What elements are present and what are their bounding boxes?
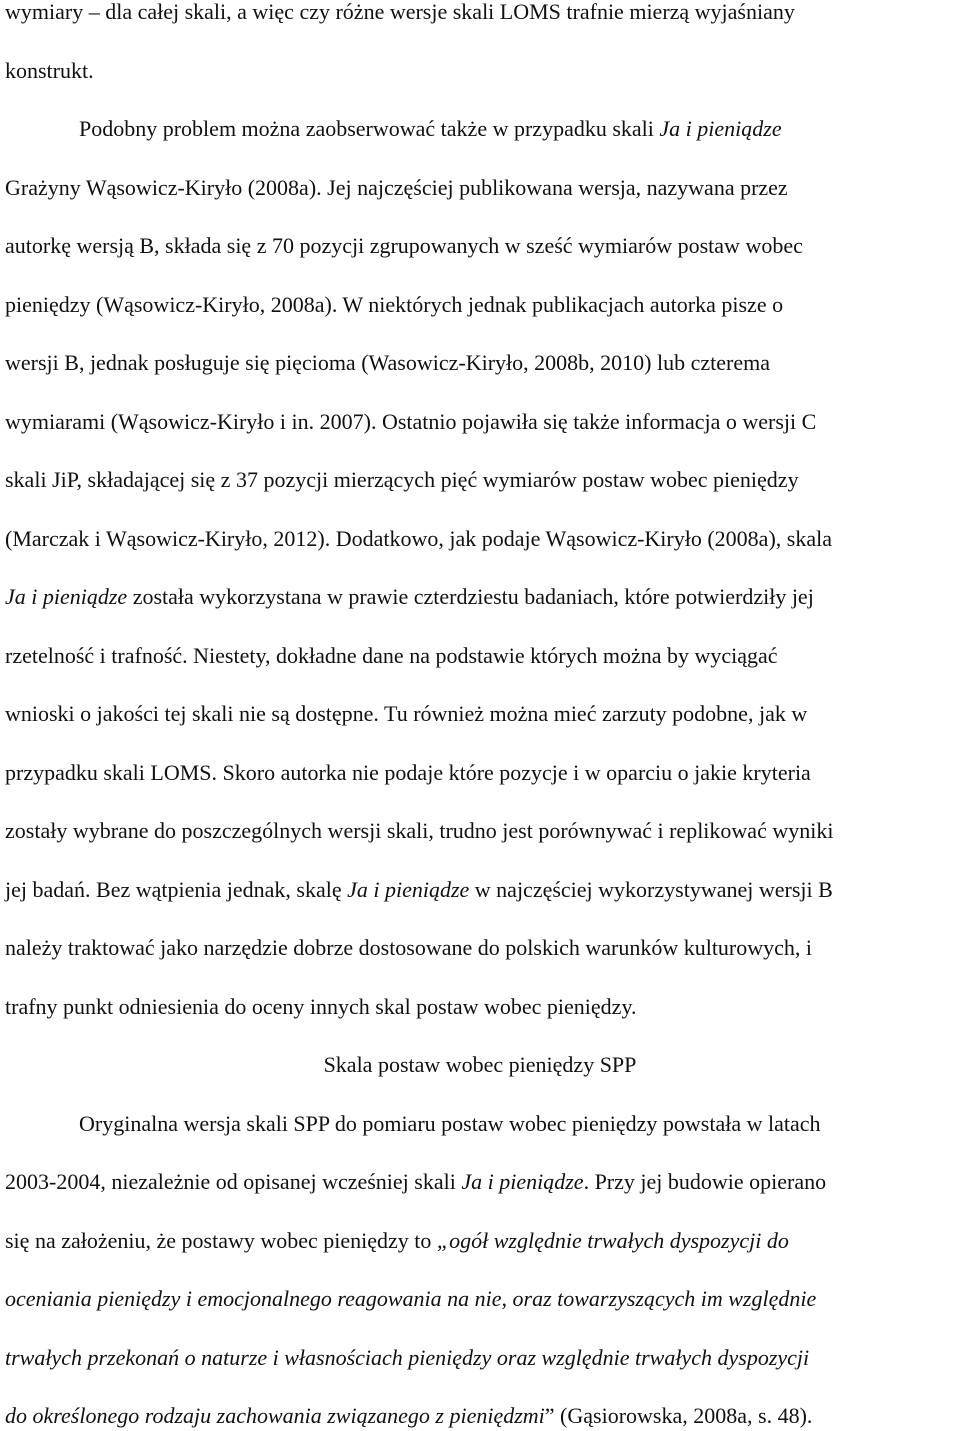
paragraph-line: wymiary – dla całej skali, a więc czy różne wersje skali LOMS trafnie mierzą wyjaśniany bbox=[5, 0, 795, 24]
paragraph-line bbox=[5, 582, 814, 612]
text-run: ” (Gąsiorowska, 2008a, s. 48). bbox=[544, 1403, 813, 1428]
paragraph-line: wymiarami (Wąsowicz-Kiryło i in. 2007). Ostatnio pojawiła się także informacja o wersji C bbox=[5, 409, 817, 434]
paragraph-line bbox=[5, 1401, 812, 1431]
italic-quote: trwałych przekonań o naturze i własnościach pieniędzy oraz względnie trwałych dyspozycji bbox=[5, 1345, 810, 1370]
text-run: Podobny problem można zaobserwować także w przypadku skali bbox=[79, 116, 660, 141]
text-run: się na założeniu, że postawy wobec pieniędzy to bbox=[5, 1228, 437, 1253]
italic-quote: oceniania pieniędzy i emocjonalnego reagowania na nie, oraz towarzyszących im względnie bbox=[5, 1286, 817, 1311]
paragraph-line: autorkę wersją B, składa się z 70 pozycji zgrupowanych w sześć wymiarów postaw wobec bbox=[5, 233, 803, 258]
italic-quote: „ogół względnie trwałych dyspozycji do bbox=[436, 1228, 789, 1253]
paragraph-line: rzetelność i trafność. Niestety, dokładne dane na podstawie których można by wyciągać bbox=[5, 643, 778, 668]
paragraph-line: Grażyny Wąsowicz-Kiryło (2008a). Jej najczęściej publikowana wersja, nazywana przez bbox=[5, 175, 788, 200]
paragraph-line: konstrukt. bbox=[5, 58, 94, 83]
italic-quote: do określonego rodzaju zachowania związanego z pieniędzmi bbox=[5, 1403, 545, 1428]
paragraph-line bbox=[5, 1167, 826, 1197]
text-run: została wykorzystana w prawie czterdziestu badaniach, które potwierdziły jej bbox=[127, 584, 814, 609]
paragraph-line: należy traktować jako narzędzie dobrze dostosowane do polskich warunków kulturowych, i bbox=[5, 935, 813, 960]
paragraph-line bbox=[79, 114, 782, 144]
section-heading: Skala postaw wobec pieniędzy SPP bbox=[323, 1052, 637, 1077]
paragraph-line: pieniędzy (Wąsowicz-Kiryło, 2008a). W niektórych jednak publikacjach autorka pisze o bbox=[5, 292, 784, 317]
paragraph-line bbox=[5, 1284, 816, 1314]
paragraph-line bbox=[5, 1226, 789, 1256]
italic-title: Ja i pieniądze bbox=[461, 1169, 584, 1194]
italic-title: Ja i pieniądze bbox=[659, 116, 782, 141]
paragraph-line: trafny punkt odniesienia do oceny innych skal postaw wobec pieniędzy. bbox=[5, 994, 637, 1019]
paragraph-line: wnioski o jakości tej skali nie są dostępne. Tu również można mieć zarzuty podobne, jak w bbox=[5, 701, 808, 726]
paragraph-line: (Marczak i Wąsowicz-Kiryło, 2012). Dodatkowo, jak podaje Wąsowicz-Kiryło (2008a), skala bbox=[5, 526, 832, 551]
text-run: w najczęściej wykorzystywanej wersji B bbox=[469, 877, 833, 902]
paragraph-line: zostały wybrane do poszczególnych wersji skali, trudno jest porównywać i replikować wyniki bbox=[5, 818, 834, 843]
paragraph-line bbox=[5, 1343, 809, 1373]
text-run: jej badań. Bez wątpienia jednak, skalę bbox=[5, 877, 348, 902]
paragraph-line: Oryginalna wersja skali SPP do pomiaru postaw wobec pieniędzy powstała w latach bbox=[79, 1111, 821, 1136]
italic-title: Ja i pieniądze bbox=[5, 584, 128, 609]
paragraph-line bbox=[5, 875, 833, 905]
paragraph-line: przypadku skali LOMS. Skoro autorka nie podaje które pozycje i w oparciu o jakie kryteria bbox=[5, 760, 811, 785]
italic-title: Ja i pieniądze bbox=[347, 877, 470, 902]
paragraph-line: wersji B, jednak posługuje się pięcioma (Wasowicz-Kiryło, 2008b, 2010) lub czterema bbox=[5, 350, 770, 375]
text-run: 2003-2004, niezależnie od opisanej wcześniej skali bbox=[5, 1169, 462, 1194]
paragraph-line: skali JiP, składającej się z 37 pozycji mierzących pięć wymiarów postaw wobec pieniędzy bbox=[5, 467, 799, 492]
text-run: . Przy jej budowie opierano bbox=[583, 1169, 827, 1194]
